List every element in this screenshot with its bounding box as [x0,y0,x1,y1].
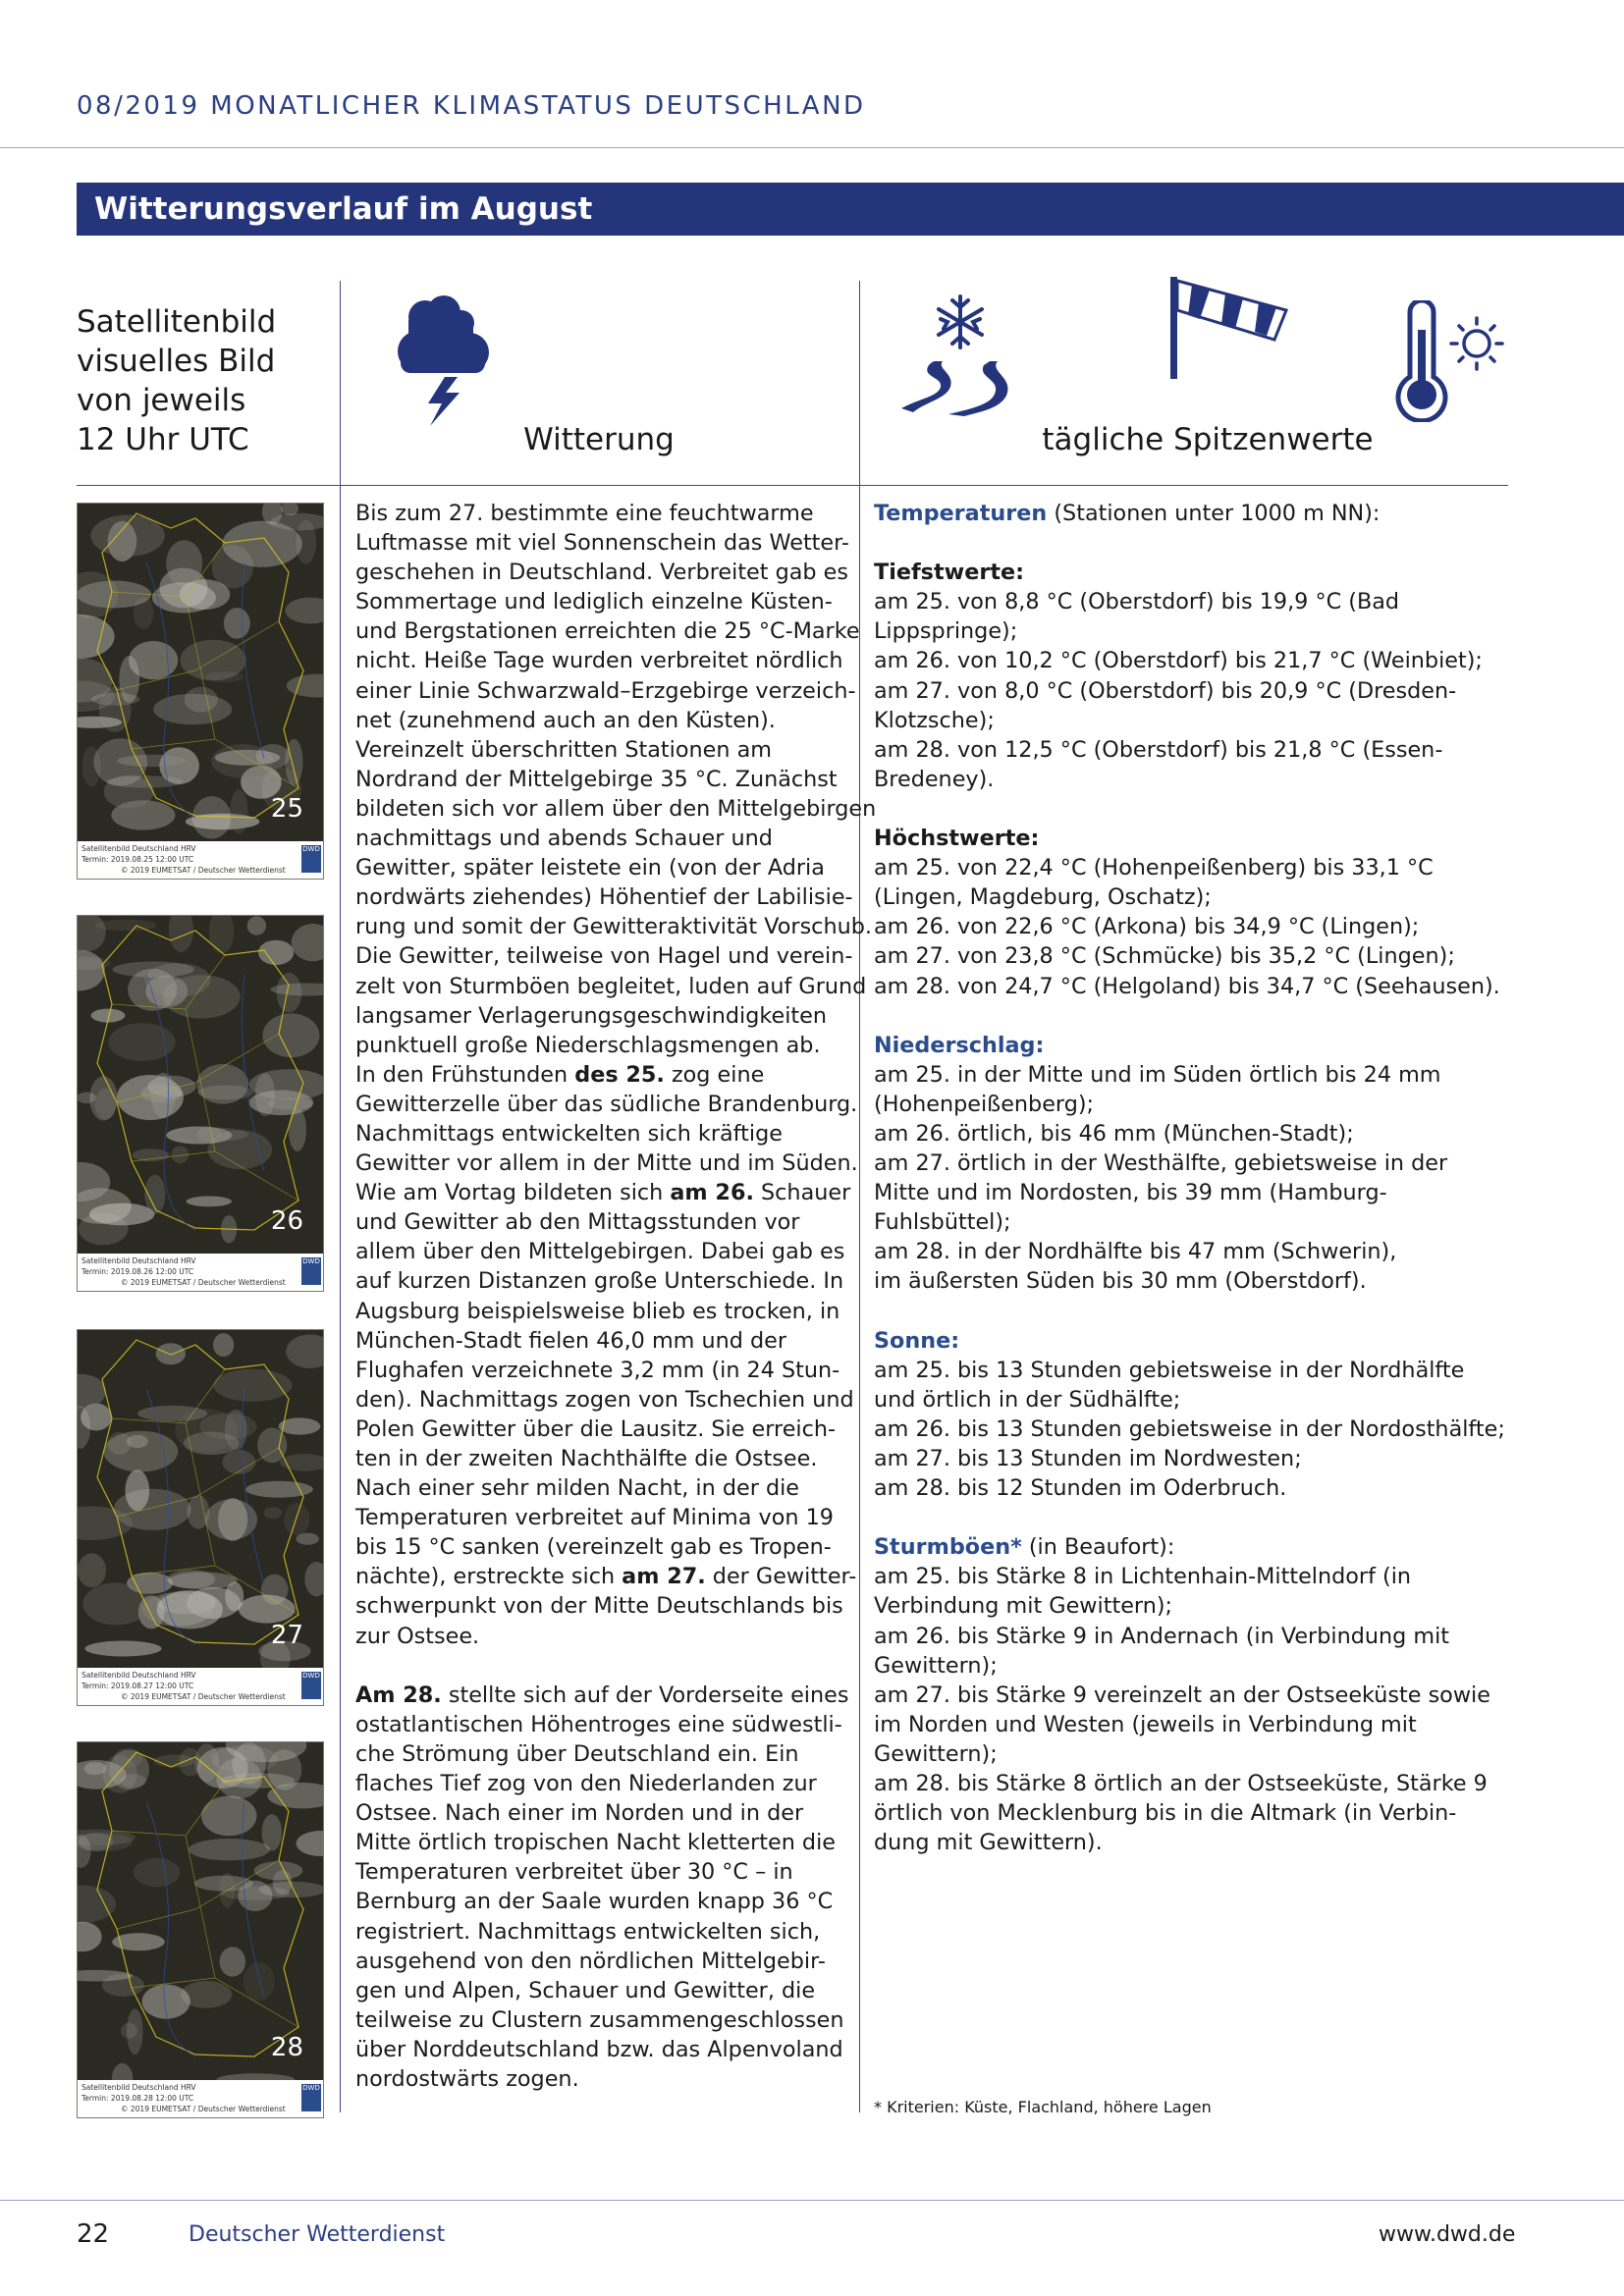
weather-text-line [355,1532,846,1562]
section-heading: Temperaturen [874,501,1048,526]
text-run: (Stationen unter 1000 m NN): [1047,501,1380,526]
text-run: Die Gewitter, teilweise von Hagel und verein- [355,943,853,970]
text-run: Bis zum 27. bestimmte eine feuchtwarme [355,501,814,526]
text-run: (Lingen, Magdeburg, Oschatz); [874,884,1212,911]
text-run: punktuell große Niederschlagsmengen ab. [355,1032,821,1058]
peaks-text-line [874,1385,1522,1415]
peaks-text-line [874,794,1522,824]
peaks-text-line [874,1178,1522,1207]
satellite-header-line: 12 Uhr UTC [77,422,249,457]
peaks-text-line [874,1473,1522,1503]
weather-text-line [355,853,846,882]
text-run: Verbindung mit Gewittern); [874,1593,1173,1620]
text-run: am 26. von 22,6 °C (Arkona) bis 34,9 °C (Lingen); [874,914,1420,940]
weather-text-line [355,1473,846,1503]
weather-text-line [355,1798,846,1828]
section-title: Witterungsverlauf im August [94,191,593,227]
text-run: Luftmasse mit viel Sonnenschein das Wetter- [355,530,849,557]
peaks-text-line [874,1207,1522,1237]
peaks-text-line [874,765,1522,794]
column-divider-1 [340,281,341,2112]
text-run: ten in der zweiten Nachthälfte die Ostsee. [355,1446,818,1471]
text-run: zelt von Sturmböen begleitet, luden auf Grund [355,973,867,999]
weather-text-line [355,941,853,971]
weather-text-line [355,765,846,794]
text-run: der Gewitter- [705,1564,857,1590]
emphasis: Höchstwerte: [874,826,1040,852]
dwd-logo-icon: DWD [301,2084,321,2111]
text-run: schwerpunkt von der Mitte Deutschlands bis [355,1593,843,1620]
snow-road-icon [899,293,1015,420]
text-run: Nachmittags entwickelten sich kräftige [355,1120,783,1147]
text-run: Temperaturen verbreitet auf Minima von 19 [355,1505,834,1531]
section-heading: Niederschlag: [874,1032,1045,1058]
column-divider-2 [859,281,860,2112]
text-run: Klotzsche); [874,707,995,733]
text-run: teilweise zu Clustern zusammengeschlossen [355,2006,844,2033]
peaks-column-header: tägliche Spitzenwerte [1042,422,1374,457]
text-run: Mitte und im Nordosten, bis 39 mm (Hamburg- [874,1180,1387,1206]
footer-url[interactable]: www.dwd.de [1379,2222,1516,2247]
peaks-text-line [874,1591,1522,1621]
weather-text-line [355,1297,846,1326]
daily-peaks-list [874,499,1522,1857]
text-run: Augsburg beispielsweise blieb es trocken, in [355,1298,840,1324]
satellite-day-label: 26 [270,1206,303,1236]
peaks-text-line [874,912,1522,941]
text-run: im Norden und Westen (jeweils in Verbindung mit [874,1711,1417,1737]
weather-column-header: Witterung [523,422,675,457]
text-run: am 26. von 10,2 °C (Oberstdorf) bis 21,7 °C (Weinbiet); [874,648,1483,674]
text-run: am 27. bis Stärke 9 vereinzelt an der Ostseeküste sowie [874,1682,1490,1708]
weather-text-line [355,2064,846,2094]
satellite-day-label: 27 [270,1621,303,1650]
weather-text-line [355,1917,846,1947]
text-run: am 27. bis 13 Stunden im Nordwesten; [874,1446,1302,1471]
text-run: nachmittags und abends Schauer und [355,826,773,852]
weather-description [355,499,877,2094]
text-run: bis 15 °C sanken (vereinzelt gab es Tropen- [355,1534,832,1561]
text-run: gen und Alpen, Schauer und Gewitter, die [355,1977,816,2003]
text-run: ausgehend von den nördlichen Mittelgebir- [355,1948,826,1974]
peaks-text-line [874,941,1522,971]
windsock-icon [1164,273,1292,385]
text-run: einer Linie Schwarzwald–Erzgebirge verzeich- [355,677,856,704]
text-run: bildeten sich vor allem über den Mittelgebirgen [355,795,877,822]
weather-text-line [355,1415,846,1444]
peaks-text-line [874,676,1522,706]
text-run: am 25. bis 13 Stunden gebietsweise in der Nordhälfte [874,1357,1465,1383]
peaks-text-line [874,1090,1522,1119]
text-run: Gewitter, später leistete ein (von der Adria [355,855,825,881]
peaks-text-line [874,1119,1522,1148]
text-run: registriert. Nachmittags entwickelten sich, [355,1918,821,1945]
page-header-title: 08/2019 MONATLICHER KLIMASTATUS DEUTSCHLAND [77,91,866,121]
satellite-day-label: 25 [270,794,303,824]
text-run: Gewittern); [874,1652,998,1679]
dwd-logo-icon: DWD [301,1257,321,1285]
satellite-caption [78,1668,323,1705]
text-run: (in Beaufort): [1021,1534,1175,1561]
weather-text-line [355,1739,846,1769]
text-run: am 26. bis 13 Stunden gebietsweise in der Nordosthälfte; [874,1415,1505,1442]
text-run: Wie am Vortag bildeten sich [355,1180,671,1206]
satellite-image [77,1741,324,2118]
weather-text-line [355,558,846,587]
satellite-day-label: 28 [270,2033,303,2062]
text-run: Bernburg an der Saale wurden knapp 36 °C [355,1889,834,1915]
peaks-text-line [874,558,1522,587]
text-run: und Gewitter ab den Mittagsstunden vor [355,1209,800,1236]
satellite-caption-line: Termin: 2019.08.28 12:00 UTC [81,2094,194,2103]
footnote: * Kriterien: Küste, Flachland, höhere Lagen [874,2098,1212,2116]
text-run: ostatlantischen Höhentroges eine südwestli- [355,1711,842,1737]
peaks-text-line [874,1415,1522,1444]
weather-text-line [355,1385,854,1415]
text-run: Flughafen verzeichnete 3,2 mm (in 24 Stun- [355,1357,840,1383]
text-run: allem über den Mittelgebirgen. Dabei gab es [355,1239,845,1265]
peaks-text-line [874,1828,1522,1857]
weather-text-line [355,972,867,1001]
peaks-text-line [874,882,1522,912]
weather-text-line [355,1356,846,1385]
peaks-text-line [874,1266,1522,1296]
satellite-header-line: visuelles Bild [77,344,276,379]
weather-text-line [355,824,846,853]
weather-text-line [355,616,860,646]
weather-text-line [355,1562,857,1591]
weather-text-line [355,1857,846,1887]
peaks-text-line [874,1622,1522,1651]
satellite-image [77,1329,324,1706]
text-run: langsamer Verlagerungsgeschwindigkeiten [355,1002,828,1029]
weather-text-line [355,1503,846,1532]
emphasis: Am 28. [355,1682,442,1708]
text-run: am 28. bis 12 Stunden im Oderbruch. [874,1475,1287,1502]
emphasis: des 25. [574,1061,665,1088]
text-run: nächte), erstreckte sich [355,1564,623,1590]
text-run: örtlich von Mecklenburg bis in die Altmark (in Verbin- [874,1800,1457,1827]
text-run: auf kurzen Distanzen große Unterschiede. In [355,1268,844,1295]
peaks-text-line [874,528,1522,558]
text-run: und Bergstationen erreichten die 25 °C-Marke [355,618,860,645]
satellite-caption-line: © 2019 EUMETSAT / Deutscher Wetterdienst [121,866,286,875]
section-heading: Sturmböen* [874,1534,1022,1561]
text-run: am 26. örtlich, bis 46 mm (München-Stadt); [874,1120,1354,1147]
text-run: am 28. in der Nordhälfte bis 47 mm (Schwerin), [874,1239,1397,1265]
peaks-text-line [874,1798,1522,1828]
text-run: Bredeney). [874,766,995,792]
peaks-text-line [874,1031,1522,1060]
dwd-logo-icon: DWD [301,845,321,873]
weather-text-line [355,1651,846,1681]
text-run: am 28. bis Stärke 8 örtlich an der Ostseeküste, Stärke 9 [874,1771,1488,1797]
text-run: Nach einer sehr milden Nacht, in der die [355,1475,800,1502]
weather-text-line [355,1444,846,1473]
weather-text-line [355,2035,846,2064]
text-run: am 28. von 24,7 °C (Helgoland) bis 34,7 °C (Seehausen). [874,973,1500,999]
weather-text-line [355,1207,846,1237]
weather-text-line [355,1178,851,1207]
thermometer-sun-icon [1384,300,1506,426]
emphasis: am 27. [622,1564,706,1590]
satellite-image [77,915,324,1292]
satellite-caption-line: Termin: 2019.08.25 12:00 UTC [81,855,194,864]
peaks-text-line [874,1326,1522,1356]
text-run: Mitte örtlich tropischen Nacht kletterten die [355,1830,836,1856]
peaks-text-line [874,824,1522,853]
text-run: che Strömung über Deutschland ein. Ein [355,1740,799,1767]
satellite-column-header [77,302,332,459]
weather-text-line [355,646,846,675]
text-run: geschehen in Deutschland. Verbreitet gab es [355,560,848,586]
weather-text-line [355,2005,846,2035]
emphasis: am 26. [670,1180,754,1206]
emphasis: Tiefstwerte: [874,560,1025,586]
text-run: am 27. von 8,0 °C (Oberstdorf) bis 20,9 °C (Dresden- [874,677,1457,704]
peaks-text-line [874,587,1522,616]
section-bar [77,183,1624,236]
weather-text-line [355,794,877,824]
page-number: 22 [77,2219,110,2249]
peaks-text-line [874,1356,1522,1385]
weather-text-line [355,912,872,941]
weather-text-line [355,1326,846,1356]
weather-text-line [355,1710,846,1739]
weather-text-line [355,735,846,765]
satellite-caption [78,2080,323,2117]
satellite-caption-line: Satellitenbild Deutschland HRV [81,844,196,853]
text-run: net (zunehmend auch an den Küsten). [355,707,776,733]
weather-text-line [355,528,849,558]
footer-organization: Deutscher Wetterdienst [189,2222,446,2247]
weather-text-line [355,1060,846,1090]
text-run: den). Nachmittags zogen von Tschechien und [355,1386,854,1413]
satellite-caption-line: © 2019 EUMETSAT / Deutscher Wetterdienst [121,1278,286,1287]
text-run: In den Frühstunden [355,1061,575,1088]
peaks-text-line [874,972,1522,1001]
text-run: Sommertage und lediglich einzelne Küsten- [355,589,833,615]
text-run: Gewittern); [874,1740,998,1767]
peaks-text-line [874,706,1522,735]
weather-text-line [355,1681,849,1710]
text-run: am 25. bis Stärke 8 in Lichtenhain-Mittelndorf (in [874,1564,1412,1590]
peaks-text-line [874,1001,1522,1031]
satellite-caption-line: Termin: 2019.08.27 12:00 UTC [81,1682,194,1690]
header-rule [0,147,1624,148]
satellite-caption [78,1254,323,1291]
weather-text-line [355,1090,858,1119]
weather-text-line [355,1148,858,1178]
satellite-image [77,503,324,880]
text-run: Nordrand der Mittelgebirge 35 °C. Zunächst [355,766,838,792]
text-run: rung und somit der Gewitteraktivität Vorschub. [355,914,872,940]
text-run: im äußersten Süden bis 30 mm (Oberstdorf). [874,1268,1367,1295]
text-run: nordostwärts zogen. [355,2065,579,2092]
text-run: am 26. bis Stärke 9 in Andernach (in Verbindung mit [874,1623,1450,1649]
text-run: am 28. von 12,5 °C (Oberstdorf) bis 21,8 °C (Essen- [874,736,1443,763]
weather-text-line [355,587,846,616]
text-run: am 25. von 22,4 °C (Hohenpeißenberg) bis 33,1 °C [874,855,1434,881]
peaks-text-line [874,735,1522,765]
text-run: Temperaturen verbreitet über 30 °C – in [355,1859,793,1886]
text-run: und örtlich in der Südhälfte; [874,1386,1181,1413]
weather-text-line [355,1947,846,1976]
peaks-text-line [874,1503,1522,1532]
weather-text-line [355,1031,846,1060]
text-run: Lippspringe); [874,618,1018,645]
weather-text-line [355,1266,846,1296]
text-run: nicht. Heiße Tage wurden verbreitet nördlich [355,648,843,674]
satellite-caption [78,841,323,879]
peaks-text-line [874,1710,1522,1739]
peaks-text-line [874,1651,1522,1681]
text-run: Gewitterzelle über das südliche Brandenburg. [355,1091,858,1117]
text-run: München-Stadt fielen 46,0 mm und der [355,1327,787,1354]
text-run: am 27. örtlich in der Westhälfte, gebietsweise in der [874,1150,1448,1177]
satellite-caption-line: © 2019 EUMETSAT / Deutscher Wetterdienst [121,2105,286,2113]
peaks-text-line [874,499,1522,528]
satellite-header-line: Satellitenbild [77,304,277,340]
weather-text-line [355,676,856,706]
peaks-text-line [874,1739,1522,1769]
weather-text-line [355,1622,846,1651]
weather-text-line [355,1591,846,1621]
weather-text-line [355,1001,846,1031]
text-run: dung mit Gewittern). [874,1830,1103,1856]
weather-text-line [355,706,846,735]
text-run: Gewitter vor allem in der Mitte und im Süden. [355,1150,858,1177]
text-run: zog eine [664,1061,765,1088]
weather-text-line [355,1887,846,1916]
weather-text-line [355,499,846,528]
text-run: am 27. von 23,8 °C (Schmücke) bis 35,2 °C (Lingen); [874,943,1455,970]
weather-text-line [355,882,853,912]
peaks-text-line [874,1148,1522,1178]
text-run: Schauer [753,1180,851,1206]
text-run: über Norddeutschland bzw. das Alpenvoland [355,2036,843,2062]
satellite-caption-line: Termin: 2019.08.26 12:00 UTC [81,1267,194,1276]
satellite-caption-line: Satellitenbild Deutschland HRV [81,1671,196,1680]
weather-text-line [355,1769,846,1798]
weather-text-line [355,1237,846,1266]
text-run: zur Ostsee. [355,1623,480,1649]
peaks-text-line [874,1681,1522,1710]
peaks-text-line [874,1532,1522,1562]
dwd-logo-icon: DWD [301,1672,321,1699]
text-run: flaches Tief zog von den Niederlanden zur [355,1771,817,1797]
peaks-text-line [874,616,1522,646]
text-run: Vereinzelt überschritten Stationen am [355,736,772,763]
peaks-text-line [874,646,1522,675]
text-run: (Hohenpeißenberg); [874,1091,1095,1117]
satellite-caption-line: Satellitenbild Deutschland HRV [81,1256,196,1265]
satellite-caption-line: Satellitenbild Deutschland HRV [81,2083,196,2092]
peaks-text-line [874,853,1522,882]
peaks-text-line [874,1060,1522,1090]
text-run: am 25. von 8,8 °C (Oberstdorf) bis 19,9 °C (Bad [874,589,1400,615]
text-run: Fuhlsbüttel); [874,1209,1011,1236]
peaks-text-line [874,1562,1522,1591]
weather-text-line [355,1828,846,1857]
peaks-text-line [874,1769,1522,1798]
text-run: am 25. in der Mitte und im Süden örtlich bis 24 mm [874,1061,1441,1088]
text-run: Polen Gewitter über die Lausitz. Sie erreich- [355,1415,837,1442]
section-heading: Sonne: [874,1327,960,1354]
peaks-text-line [874,1297,1522,1326]
weather-text-line [355,1119,846,1148]
thunderstorm-cloud-icon [391,291,493,430]
peaks-text-line [874,1237,1522,1266]
header-row-rule [77,485,1508,486]
text-run: nordwärts ziehendes) Höhentief der Labilisie- [355,884,853,911]
satellite-header-line: von jeweils [77,383,246,418]
text-run: stellte sich auf der Vorderseite eines [441,1682,849,1708]
peaks-text-line [874,1444,1522,1473]
weather-text-line [355,1976,846,2005]
text-run: Ostsee. Nach einer im Norden und in der [355,1800,804,1827]
footer-rule [0,2200,1624,2201]
satellite-caption-line: © 2019 EUMETSAT / Deutscher Wetterdienst [121,1692,286,1701]
